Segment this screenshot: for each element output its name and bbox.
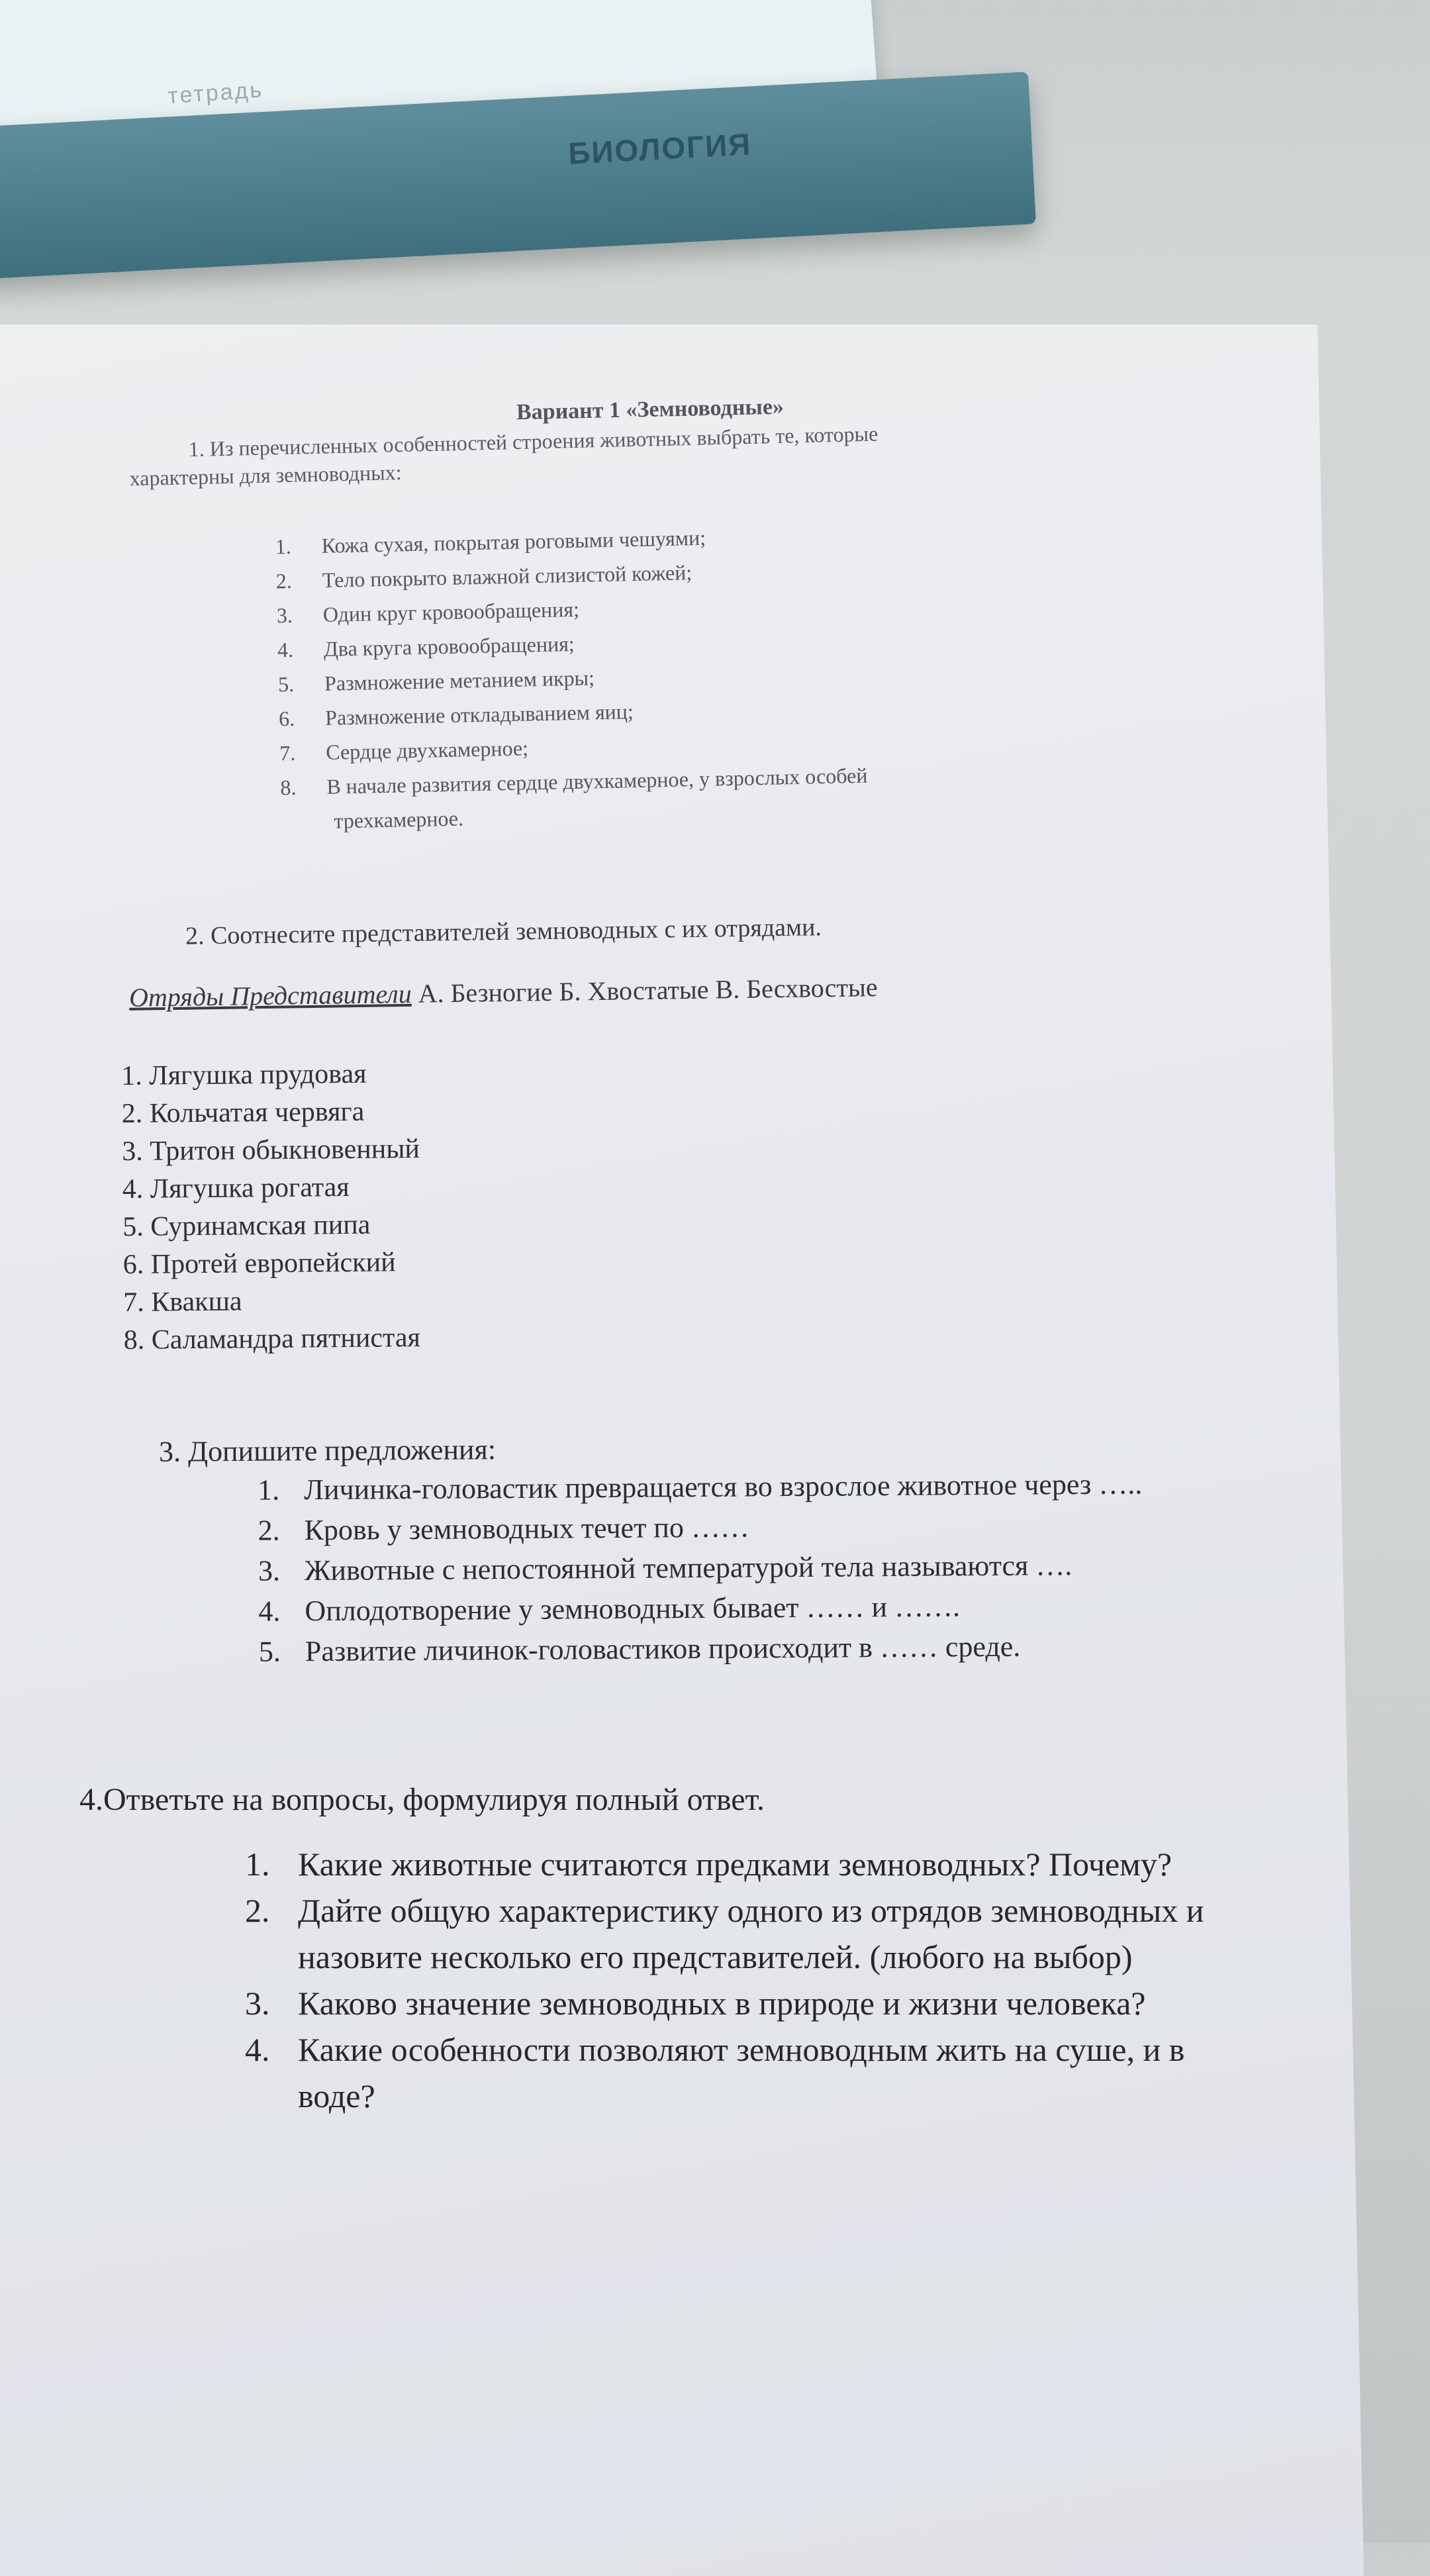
list-item: 8. Саламандра пятнистая xyxy=(123,1322,421,1356)
q1-options xyxy=(275,517,869,839)
list-item: 7. Квакша xyxy=(123,1286,242,1318)
list-item: 1. Кожа сухая, покрытая роговыми чешуями; xyxy=(275,525,706,559)
question-2-title: 2. Соотнесите представителей земноводных с их отрядами. xyxy=(185,913,822,950)
q1-line1: 1. Из перечисленных особенностей строения животных выбрать те, которые xyxy=(188,421,879,462)
list-item: 1. Какие животные считаются предками земноводных? Почему? xyxy=(245,1846,1172,1883)
orders-header: Отряды Представители xyxy=(128,978,412,1013)
list-item-continuation: воде? xyxy=(298,2077,375,2114)
orders-row xyxy=(129,971,878,1013)
question-1 xyxy=(128,411,1255,493)
list-item: 8. В начале развития сердце двухкамерное, у взрослых особей xyxy=(279,763,868,800)
q2-representatives xyxy=(121,1055,422,1360)
list-item: 2. Тело покрыто влажной слизистой кожей; xyxy=(275,560,692,593)
list-item: 1. Лягушка прудовая xyxy=(121,1058,367,1091)
list-item: 5. Развитие личинок-головастиков происходит в …… среде. xyxy=(258,1630,1021,1668)
list-item: 4. Лягушка рогатая xyxy=(122,1171,350,1205)
list-item: 2. Кровь у земноводных течет по …… xyxy=(258,1511,750,1547)
q4-questions xyxy=(245,1841,1204,2119)
list-item: 4. Два круга кровообращения; xyxy=(277,631,575,662)
list-item: 5. Размножение метанием икры; xyxy=(277,666,595,697)
orders-list: А. Безногие Б. Хвостатые В. Бесхвостые xyxy=(411,972,878,1009)
list-item: 3. Тритон обыкновенный xyxy=(122,1134,420,1167)
list-item: 6. Протей европейский xyxy=(122,1247,396,1280)
list-item-continuation: назовите несколько его представителей. (любого на выбор) xyxy=(298,1938,1133,1975)
list-item: 2. Дайте общую характеристику одного из отрядов земноводных и xyxy=(245,1892,1204,1929)
list-item: 3. Один круг кровообращения; xyxy=(276,597,580,628)
q1-line2: характерны для земноводных: xyxy=(129,460,402,491)
list-item: 2. Кольчатая червяга xyxy=(121,1096,365,1129)
list-item: 3. Животные с непостоянной температурой тела называются …. xyxy=(258,1549,1072,1587)
list-item: 4. Какие особенности позволяют земноводным жить на суше, и в xyxy=(245,2031,1185,2068)
list-item: 4. Оплодотворение у земноводных бывает …… и ……. xyxy=(258,1590,961,1628)
list-item-continuation: трехкамерное. xyxy=(334,806,464,833)
list-item: 5. Суринамская пипа xyxy=(122,1209,371,1242)
book-label: БИОЛОГИЯ xyxy=(567,126,753,171)
question-4-title: 4.Ответьте на вопросы, формулируя полный ответ. xyxy=(79,1782,765,1817)
list-item: 3. Каково значение земноводных в природе и жизни человека? xyxy=(245,1985,1146,2022)
question-3-title: 3. Допишите предложения: xyxy=(158,1433,497,1468)
notebook-label: тетрадь xyxy=(166,77,265,109)
worksheet-title: Вариант 1 «Земноводные» xyxy=(516,394,785,425)
list-item: 1. Личинка-головастик превращается во взрослое животное через ….. xyxy=(257,1467,1143,1507)
q3-sentences xyxy=(258,1463,1143,1671)
list-item: 7. Сердце двухкамерное; xyxy=(279,736,529,766)
list-item: 6. Размножение откладыванием яиц; xyxy=(278,699,634,731)
